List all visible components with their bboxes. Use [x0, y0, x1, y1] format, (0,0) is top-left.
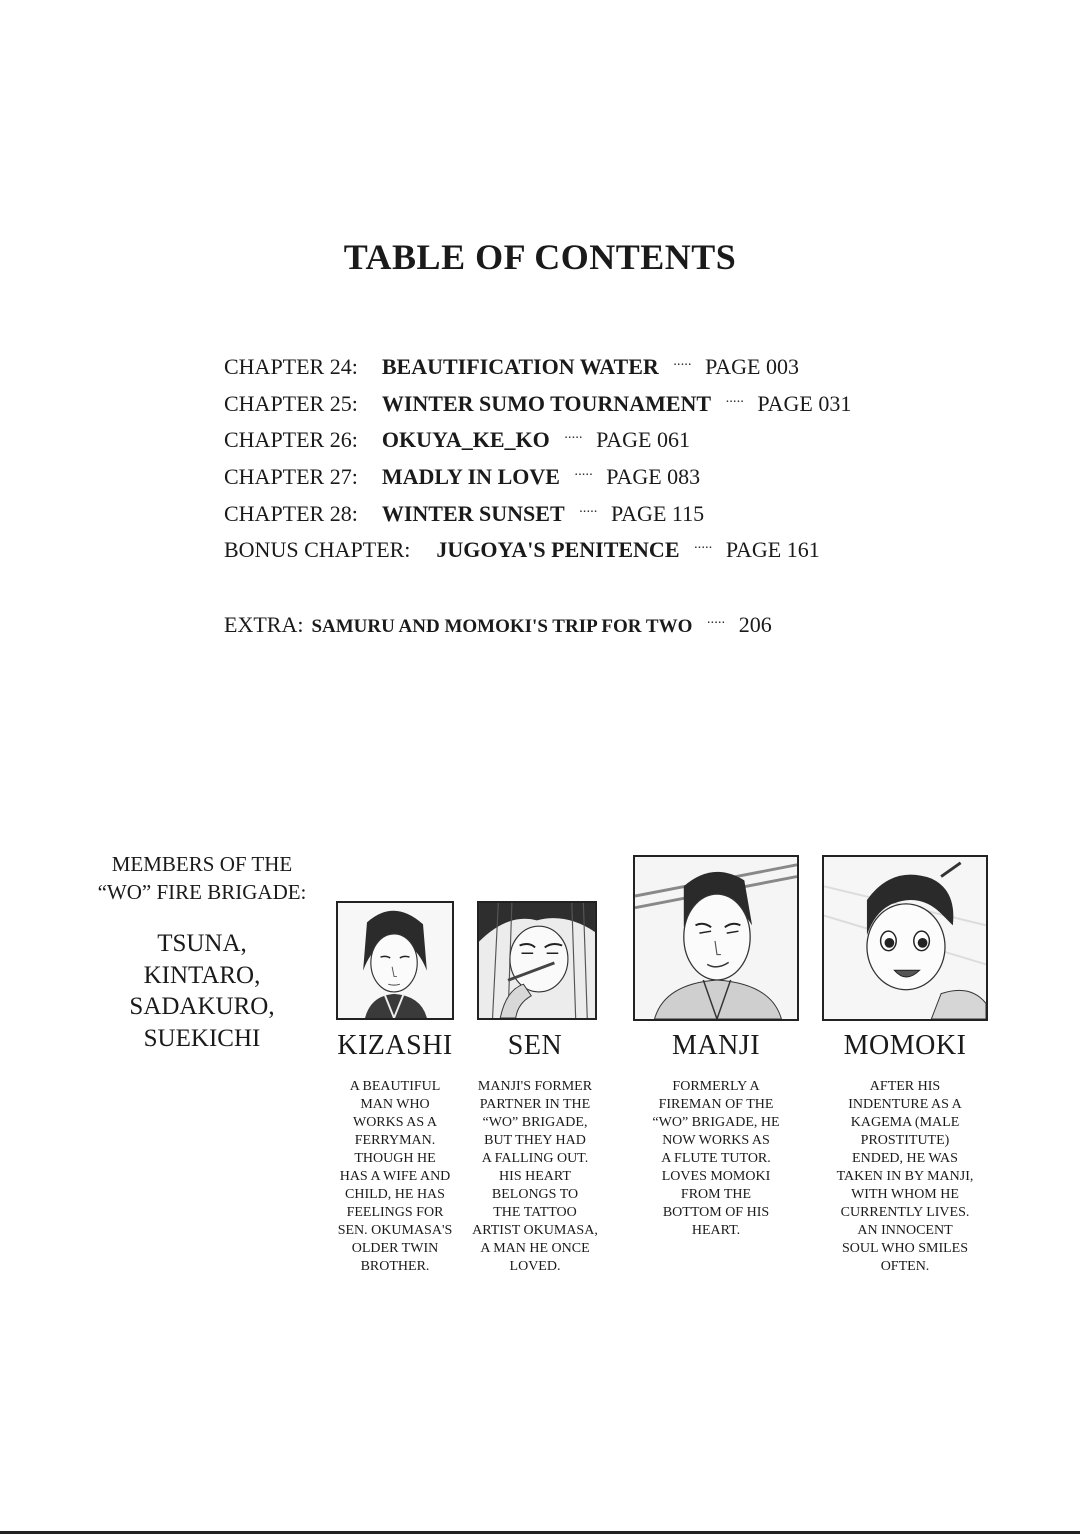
- description-line: LOVES MOMOKI: [661, 1169, 771, 1184]
- description-line: HIS HEART: [499, 1169, 571, 1184]
- description-line: PARTNER IN THE: [479, 1097, 591, 1112]
- description-line: “WO” BRIGADE, HE: [652, 1115, 780, 1130]
- toc-chapter-label: CHAPTER 26:: [224, 427, 358, 453]
- toc-leader-dots: ·····: [578, 504, 597, 520]
- toc-entry-chapter-24: [224, 354, 1004, 391]
- description-line: FORMERLY A: [672, 1079, 760, 1094]
- description-line: HAS A WIFE AND: [339, 1169, 451, 1184]
- description-line: A FLUTE TUTOR.: [661, 1151, 771, 1166]
- brigade-members-block: [88, 850, 316, 1054]
- description-line: MAN WHO: [360, 1097, 430, 1112]
- character-name: MOMOKI: [843, 1030, 967, 1061]
- character-name: MANJI: [671, 1030, 761, 1061]
- toc-entry-chapter-28: [224, 501, 1004, 538]
- toc-extra-title: SAMURU AND MOMOKI'S TRIP FOR TWO: [311, 616, 693, 637]
- description-line: FEELINGS FOR: [346, 1205, 444, 1220]
- description-line: CHILD, HE HAS: [345, 1187, 445, 1202]
- description-line: ARTIST OKUMASA,: [472, 1223, 598, 1238]
- description-line: TAKEN IN BY MANJI,: [836, 1169, 974, 1184]
- description-line: AFTER HIS: [869, 1079, 941, 1094]
- description-line: PROSTITUTE): [860, 1133, 950, 1148]
- description-line: A MAN HE ONCE: [480, 1241, 590, 1256]
- description-line: WITH WHOM HE: [851, 1187, 959, 1202]
- toc-entry-bonus-chapter: [224, 537, 1004, 574]
- toc-chapter-label: CHAPTER 27:: [224, 464, 358, 490]
- toc-leader-dots: ·····: [672, 358, 692, 373]
- toc-leader-dots: ·····: [706, 616, 725, 631]
- sen-portrait: [477, 901, 597, 1020]
- description-line: WORKS AS A: [352, 1115, 438, 1130]
- description-line: BOTTOM OF HIS: [662, 1205, 770, 1220]
- momoki-portrait: [822, 855, 988, 1021]
- description-line: A BEAUTIFUL: [349, 1079, 441, 1094]
- brigade-heading-line: MEMBERS OF THE: [111, 852, 293, 876]
- toc-entry-chapter-25: [224, 391, 1004, 428]
- character-description: [630, 1078, 802, 1240]
- brigade-member: SUEKICHI: [143, 1024, 261, 1052]
- description-line: ENDED, HE WAS: [852, 1151, 958, 1166]
- description-line: BELONGS TO: [491, 1187, 579, 1202]
- character-name: SEN: [507, 1030, 563, 1061]
- toc-leader-dots: ·····: [693, 541, 712, 557]
- description-line: CURRENTLY LIVES.: [840, 1205, 970, 1220]
- toc-chapter-title: JUGOYA'S PENITENCE: [436, 537, 680, 563]
- toc-leader-dots: ·····: [563, 431, 583, 447]
- toc-chapter-title: OKUYA_KE_KO: [381, 427, 550, 453]
- toc-page-number: PAGE 003: [705, 354, 799, 379]
- toc-chapter-label: BONUS CHAPTER:: [224, 537, 411, 563]
- brigade-member-list: [88, 928, 316, 1054]
- description-line: FERRYMAN.: [354, 1133, 436, 1148]
- brigade-member: TSUNA,: [157, 930, 247, 957]
- description-line: NOW WORKS AS: [662, 1133, 770, 1148]
- description-line: FROM THE: [680, 1187, 752, 1202]
- portrait-illustration: [824, 857, 986, 1019]
- portrait-illustration: [338, 903, 452, 1018]
- toc-entry-chapter-27: [224, 464, 1004, 501]
- toc-chapter-title: WINTER SUNSET: [381, 500, 565, 526]
- description-line: BROTHER.: [360, 1259, 430, 1274]
- toc-page-number: PAGE 061: [596, 427, 690, 453]
- toc-entry-chapter-26: [224, 427, 1004, 464]
- character-description: [814, 1078, 996, 1276]
- description-line: LOVED.: [509, 1259, 561, 1274]
- toc-chapter-label: CHAPTER 25:: [224, 390, 358, 416]
- description-line: INDENTURE AS A: [848, 1097, 962, 1112]
- toc-page-number: PAGE 083: [606, 464, 701, 490]
- description-line: OFTEN.: [880, 1259, 930, 1274]
- description-line: BUT THEY HAD: [484, 1133, 586, 1148]
- brigade-heading: [88, 850, 316, 906]
- description-line: AN INNOCENT: [857, 1223, 953, 1238]
- manji-portrait: [633, 855, 799, 1021]
- toc-chapter-title: BEAUTIFICATION WATER: [381, 354, 659, 379]
- toc-entry-extra: [224, 612, 772, 638]
- description-line: THOUGH HE: [354, 1151, 436, 1166]
- description-line: A FALLING OUT.: [481, 1151, 589, 1166]
- page-title: TABLE OF CONTENTS: [343, 237, 737, 277]
- toc-leader-dots: ·····: [725, 394, 744, 410]
- toc-chapter-label: CHAPTER 28:: [224, 500, 358, 526]
- brigade-heading-line: “WO” FIRE BRIGADE:: [97, 880, 307, 904]
- brigade-member: SADAKURO,: [129, 993, 275, 1020]
- toc-page-number: PAGE 161: [725, 537, 820, 563]
- toc-extra-label: EXTRA:: [224, 612, 304, 637]
- toc-page-number: 206: [738, 612, 772, 637]
- character-name: KIZASHI: [337, 1030, 453, 1061]
- description-line: HEART.: [691, 1223, 741, 1238]
- description-line: OLDER TWIN: [351, 1241, 439, 1256]
- character-description: [460, 1078, 610, 1276]
- toc-page-number: PAGE 115: [610, 500, 705, 526]
- description-line: “WO” BRIGADE,: [482, 1115, 588, 1130]
- toc-chapter-label: CHAPTER 24:: [224, 354, 358, 379]
- toc-chapter-title: WINTER SUMO TOURNAMENT: [381, 390, 712, 416]
- portrait-illustration: [635, 857, 797, 1019]
- description-line: KAGEMA (MALE: [850, 1115, 960, 1130]
- brigade-member: KINTARO,: [143, 961, 261, 989]
- kizashi-portrait: [336, 901, 454, 1020]
- toc-page-number: PAGE 031: [757, 390, 852, 416]
- description-line: SEN. OKUMASA'S: [337, 1223, 453, 1238]
- character-description: [320, 1078, 470, 1276]
- description-line: SOUL WHO SMILES: [841, 1241, 968, 1256]
- portrait-illustration: [479, 903, 595, 1018]
- description-line: THE TATTOO: [493, 1205, 577, 1220]
- table-of-contents: [224, 354, 1004, 574]
- toc-chapter-title: MADLY IN LOVE: [381, 464, 560, 490]
- description-line: FIREMAN OF THE: [658, 1097, 774, 1112]
- toc-leader-dots: ·····: [573, 468, 593, 484]
- description-line: MANJI'S FORMER: [477, 1079, 593, 1094]
